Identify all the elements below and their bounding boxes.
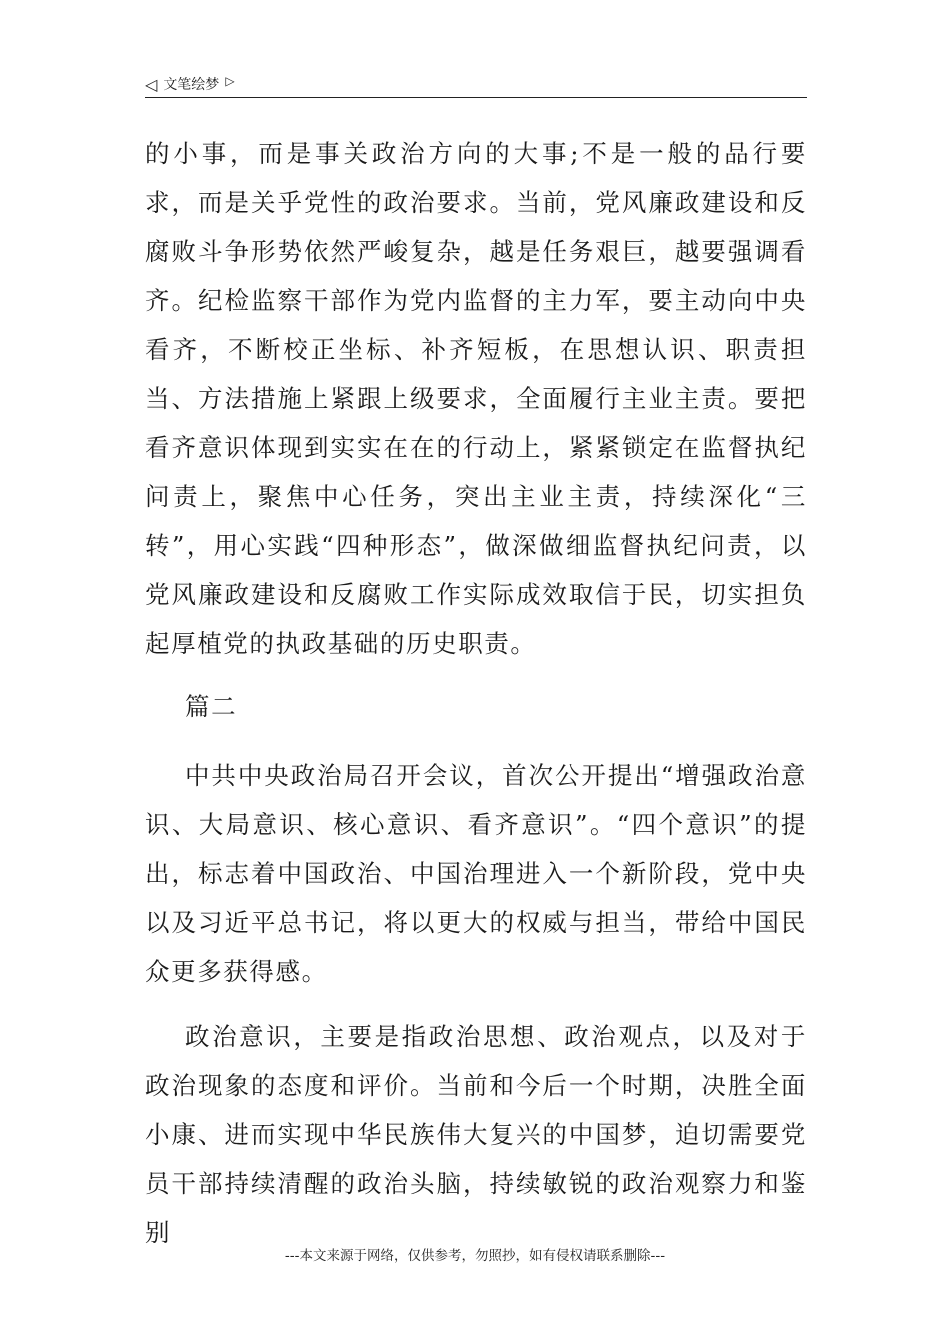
- header-title: 文笔绘梦: [163, 77, 220, 93]
- triangle-left-icon: ◁: [145, 74, 158, 94]
- footer-notice: ---本文来源于网络，仅供参考，勿照抄，如有侵权请联系删除---: [284, 1248, 666, 1264]
- section-heading: 篇二: [185, 692, 238, 721]
- header-divider: [145, 97, 807, 98]
- triangle-right-icon: ▷: [225, 74, 235, 88]
- paragraph-2: 中共中央政治局召开会议，首次公开提出“增强政治意识、大局意识、核心意识、看齐意识”。“四个意识”的提出，标志着中国政治、中国治理进入一个新阶段，党中央以及习近平总书记，将以更大的权威与担当，带给中国民众更多获得感。: [145, 761, 807, 986]
- paragraph-3: 政治意识，主要是指政治思想、政治观点，以及对于政治现象的态度和评价。当前和今后一个时期，决胜全面小康、进而实现中华民族伟大复兴的中国梦，迫切需要党员干部持续清醒的政治头脑，持续敏锐的政治观察力和鉴别: [145, 1022, 807, 1247]
- paragraph-1: 的小事，而是事关政治方向的大事;不是一般的品行要求，而是关乎党性的政治要求。当前，党风廉政建设和反腐败斗争形势依然严峻复杂，越是任务艰巨，越要强调看齐。纪检监察干部作为党内监督的主力军，要主动向中央看齐，不断校正坐标、补齐短板，在思想认识、职责担当、方法措施上紧跟上级要求，全面履行主业主责。要把看齐意识体现到实实在在的行动上，紧紧锁定在监督执纪问责上，聚焦中心任务，突出主业主责，持续深化“三转”，用心实践“四种形态”，做深做细监督执纪问责，以党风廉政建设和反腐败工作实际成效取信于民，切实担负起厚植党的执政基础的历史职责。: [145, 139, 807, 658]
- document-header: [145, 74, 235, 94]
- document-body: [145, 129, 807, 668]
